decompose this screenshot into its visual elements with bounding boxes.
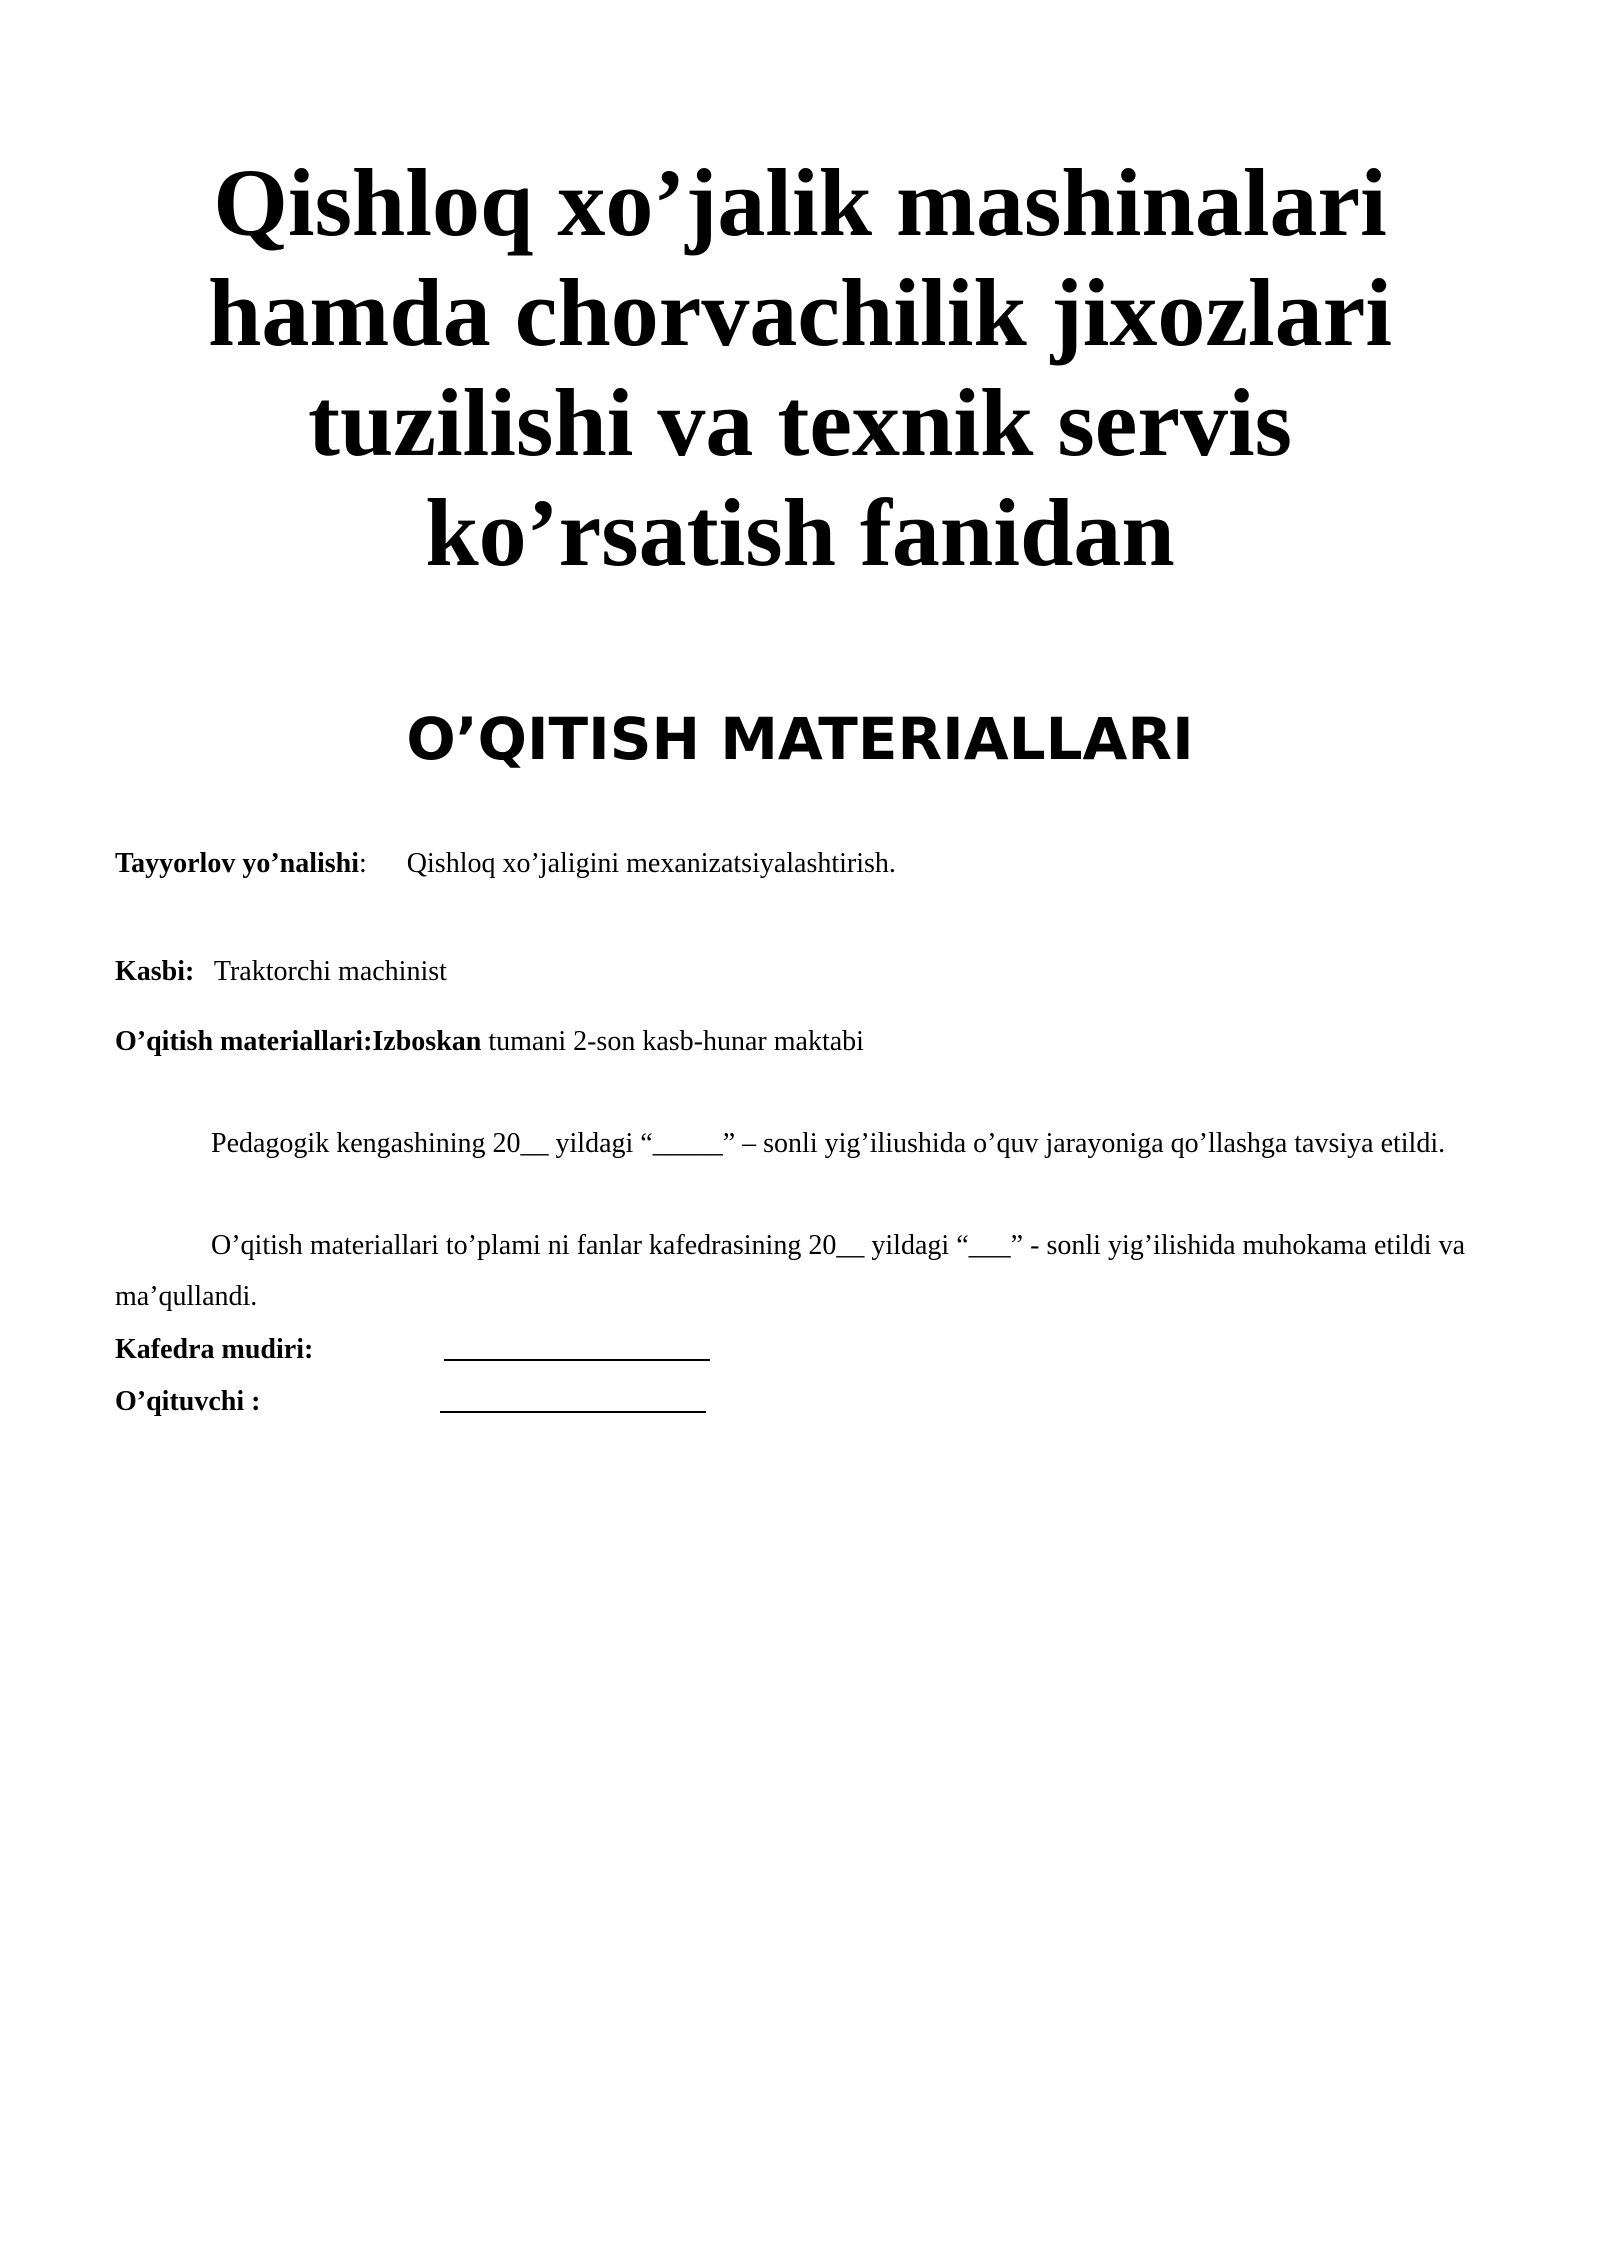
direction-label: Tayyorlov yo’nalishi [115, 848, 360, 879]
teacher-signature-line [440, 1411, 706, 1413]
materials-place-rest: tumani 2-son kasb-hunar maktabi [481, 1026, 864, 1057]
head-signature-line [444, 1359, 710, 1361]
title-line-4: ko’rsatish fanidan [425, 479, 1175, 586]
council-paragraph: Pedagogik kengashining 20__ yildagi “_____” – sonli yig’iliushida o’quv jarayoniga qo’llashga tavsiya etildi. [211, 1128, 1446, 1159]
materials-place: Izboskan [372, 1026, 482, 1057]
department-paragraph: O’qitish materiallari to’plami ni fanlar kafedrasining 20__ yildagi “___” - sonli yig’ilishida muhokama etildi va ma’qullandi. [115, 1230, 1465, 1312]
document-subtitle: O’QITISH MATERIALLARI [406, 705, 1194, 773]
direction-row [115, 846, 896, 882]
head-signature-label: Kafedra mudiri: [115, 1334, 314, 1365]
profession-label: Kasbi: [115, 956, 195, 987]
profession-row [115, 954, 447, 990]
direction-value: Qishloq xo’jaligini mexanizatsiyalashtirish. [406, 848, 896, 879]
document-title [150, 148, 1450, 588]
profession-value: Traktorchi machinist [213, 956, 447, 987]
teacher-signature-label: O’qituvchi : [115, 1386, 261, 1417]
direction-colon: : [359, 848, 367, 879]
title-line-1: Qishloq xo’jalik mashinalari [213, 149, 1387, 256]
title-line-2: hamda chorvachilik jixozlari [208, 259, 1392, 366]
materials-row [115, 1024, 864, 1060]
materials-label: O’qitish materiallari: [115, 1026, 373, 1057]
title-line-3: tuzilishi va texnik servis [307, 369, 1293, 476]
